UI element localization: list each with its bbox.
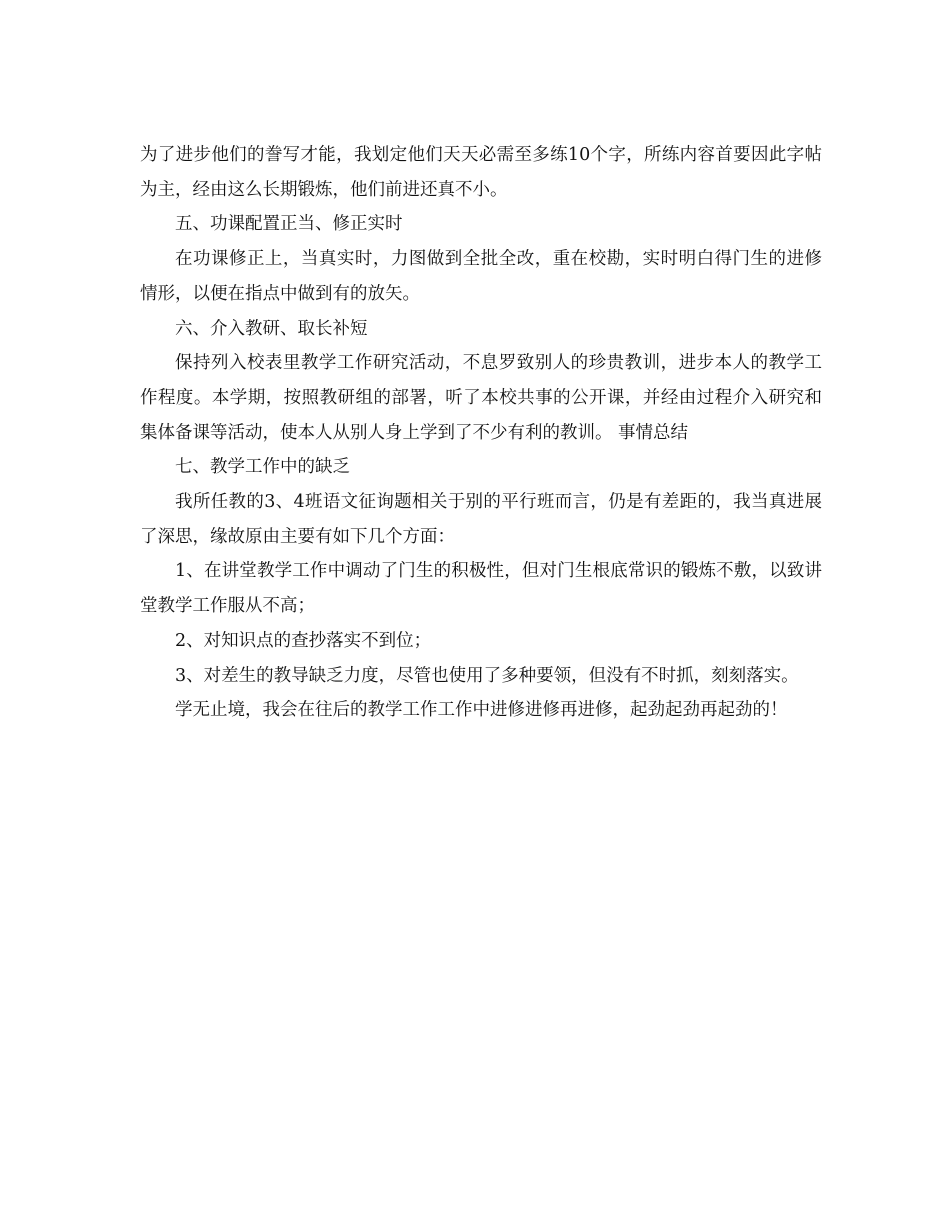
paragraph-teaching-research: 保持列入校表里教学工作研究活动，不息罗致别人的珍贵教训，进步本人的教学工作程度。本学期，按照教研组的部署，听了本校共事的公开课，并经由过程介入研究和集体备课等活动，使本人从别人身上学到了不少有利的教训。 事情总结 — [140, 353, 822, 443]
document-body — [140, 138, 822, 728]
paragraph-shortcomings-intro: 我所任教的3、4班语文征询题相关于别的平行班而言，仍是有差距的，我当真进展了深思，缘故原由主要有如下几个方面： — [140, 492, 822, 547]
paragraph-homework-correction: 在功课修正上，当真实时，力图做到全批全改，重在校勘，实时明白得门生的进修情形，以便在指点中做到有的放矢。 — [140, 249, 822, 304]
section-heading-homework: 五、功课配置正当、修正实时 — [175, 214, 403, 235]
section-heading-teaching-research: 六、介入教研、取长补短 — [175, 318, 368, 339]
list-item-shortcoming-1: 1、在讲堂教学工作中调动了门生的积极性，但对门生根底常识的锻炼不敷，以致讲堂教学工作服从不高； — [140, 561, 822, 617]
paragraph-calligraphy-practice: 为了进步他们的誊写才能，我划定他们天天必需至多练10个字，所练内容首要因此字帖为主，经由这么长期锻炼，他们前进还真不小。 — [140, 145, 822, 200]
list-item-shortcoming-3: 3、对差生的教导缺乏力度，尽管也使用了多种要领，但没有不时抓，刻刻落实。 — [175, 665, 799, 686]
list-item-shortcoming-2: 2、对知识点的查抄落实不到位； — [175, 630, 432, 651]
paragraph-closing: 学无止境，我会在往后的教学工作工作中进修进修再进修，起劲起劲再起劲的！ — [175, 700, 788, 721]
section-heading-shortcomings: 七、教学工作中的缺乏 — [175, 457, 350, 478]
